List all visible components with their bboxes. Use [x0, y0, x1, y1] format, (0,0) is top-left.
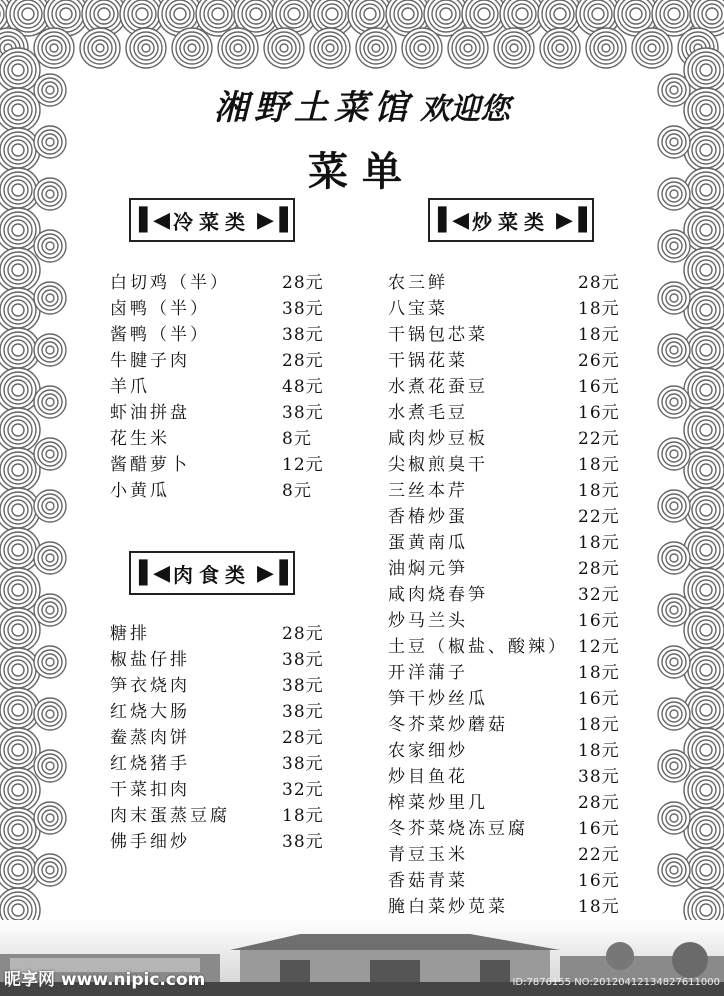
- swirl-ornament: [172, 28, 212, 68]
- dish-name: 干锅包芯菜: [388, 325, 488, 345]
- menu-item: [388, 556, 638, 582]
- swirl-ornament: [658, 646, 690, 678]
- watermark-left: 昵享网 www.nipic.com: [4, 970, 206, 990]
- category-cold-box: [129, 198, 295, 242]
- dish-name: 冬芥菜炒蘑菇: [388, 715, 508, 735]
- welcome-text: 欢迎您: [420, 92, 510, 127]
- swirl-ornament: [448, 28, 488, 68]
- swirl-ornament: [34, 28, 74, 68]
- dish-name: 牛腱子肉: [110, 351, 190, 371]
- dish-price: 16元: [578, 871, 620, 891]
- dish-price: 28元: [578, 273, 620, 293]
- dish-name: 榨菜炒里几: [388, 793, 488, 813]
- dish-price: 16元: [578, 403, 620, 423]
- menu-item: [388, 530, 638, 556]
- dish-price: 28元: [282, 273, 324, 293]
- menu-item: [110, 751, 350, 777]
- menu-item: [388, 738, 638, 764]
- menu-item: [388, 478, 638, 504]
- swirl-ornament: [310, 28, 350, 68]
- menu-item: [388, 608, 638, 634]
- swirl-ornament: [684, 408, 724, 452]
- dish-price: 18元: [578, 325, 620, 345]
- dish-price: 28元: [578, 559, 620, 579]
- menu-item: [388, 348, 638, 374]
- swirl-ornament: [658, 802, 690, 834]
- dish-name: 蛋黄南瓜: [388, 533, 468, 553]
- swirl-ornament: [494, 28, 534, 68]
- dish-price: 38元: [282, 403, 324, 423]
- menu-item: [110, 322, 350, 348]
- menu-item: [388, 400, 638, 426]
- dish-price: 38元: [282, 676, 324, 696]
- menu-item: [388, 270, 638, 296]
- swirl-ornament: [34, 230, 66, 262]
- menu-item: [388, 712, 638, 738]
- menu-item: [110, 829, 350, 855]
- menu-item: [110, 426, 350, 452]
- swirl-ornament: [684, 248, 724, 292]
- swirl-ornament: [218, 28, 258, 68]
- menu-title: 菜单: [308, 148, 416, 195]
- menu-item: [388, 296, 638, 322]
- menu-item: [388, 426, 638, 452]
- swirl-ornament: [658, 230, 690, 262]
- swirl-ornament: [80, 28, 120, 68]
- category-meat-label: 肉食类: [173, 562, 251, 587]
- swirl-ornament: [658, 542, 690, 574]
- dish-name: 小黄瓜: [110, 481, 170, 501]
- swirl-ornament: [34, 386, 66, 418]
- stir-fry-list: [388, 270, 638, 920]
- menu-item: [388, 764, 638, 790]
- category-stir-label: 炒菜类: [472, 209, 550, 234]
- dish-price: 32元: [578, 585, 620, 605]
- swirl-ornament: [658, 594, 690, 626]
- dish-price: 38元: [282, 832, 324, 852]
- dish-price: 12元: [578, 637, 620, 657]
- menu-item: [110, 296, 350, 322]
- dish-name: 水煮毛豆: [388, 403, 468, 423]
- dish-price: 18元: [578, 741, 620, 761]
- swirl-ornament: [658, 438, 690, 470]
- swirl-ornament: [0, 648, 40, 692]
- bracket-left-icon: ▌◀: [438, 207, 466, 233]
- swirl-ornament: [684, 768, 724, 812]
- dish-name: 羊爪: [110, 377, 150, 397]
- swirl-ornament: [34, 802, 66, 834]
- menu-item: [388, 894, 638, 920]
- dish-name: 椒盐仔排: [110, 650, 190, 670]
- dish-price: 26元: [578, 351, 620, 371]
- menu-item: [388, 634, 638, 660]
- swirl-ornament: [632, 28, 672, 68]
- swirl-ornament: [658, 282, 690, 314]
- menu-item: [388, 452, 638, 478]
- menu-item: [388, 868, 638, 894]
- swirl-ornament: [126, 28, 166, 68]
- dish-name: 土豆（椒盐、酸辣）: [388, 637, 568, 657]
- bracket-left-icon: ▌◀: [139, 207, 167, 233]
- menu-item: [388, 686, 638, 712]
- dish-price: 18元: [578, 715, 620, 735]
- dish-name: 卤鸭（半）: [110, 299, 210, 319]
- menu-item: [110, 673, 350, 699]
- dish-price: 32元: [282, 780, 324, 800]
- dish-price: 18元: [578, 299, 620, 319]
- menu-item: [388, 660, 638, 686]
- swirl-ornament: [0, 408, 40, 452]
- swirl-ornament: [658, 698, 690, 730]
- dish-name: 腌白菜炒苋菜: [388, 897, 508, 917]
- dish-name: 农三鲜: [388, 273, 448, 293]
- dish-name: 酱醋萝卜: [110, 455, 190, 475]
- dish-price: 18元: [578, 663, 620, 683]
- dish-price: 28元: [282, 624, 324, 644]
- category-stir-box: [428, 198, 594, 242]
- dish-price: 22元: [578, 845, 620, 865]
- dish-price: 38元: [282, 299, 324, 319]
- dish-name: 酱鸭（半）: [110, 325, 210, 345]
- dish-name: 白切鸡（半）: [110, 273, 230, 293]
- swirl-ornament: [34, 854, 66, 886]
- swirl-ornament: [0, 528, 40, 572]
- dish-price: 38元: [282, 650, 324, 670]
- menu-item: [110, 647, 350, 673]
- menu-item: [110, 699, 350, 725]
- swirl-ornament: [658, 750, 690, 782]
- dish-name: 冬芥菜烧冻豆腐: [388, 819, 528, 839]
- dish-price: 16元: [578, 611, 620, 631]
- swirl-ornament: [34, 490, 66, 522]
- dish-price: 18元: [578, 455, 620, 475]
- dish-name: 三丝本芹: [388, 481, 468, 501]
- dish-name: 八宝菜: [388, 299, 448, 319]
- menu-item: [388, 374, 638, 400]
- dish-name: 咸肉炒豆板: [388, 429, 488, 449]
- dish-price: 38元: [282, 702, 324, 722]
- dish-name: 红烧猪手: [110, 754, 190, 774]
- bracket-right-icon: ▶▐: [257, 560, 285, 586]
- menu-item: [110, 270, 350, 296]
- swirl-ornament: [34, 334, 66, 366]
- dish-name: 炒目鱼花: [388, 767, 468, 787]
- swirl-ornament: [264, 28, 304, 68]
- swirl-ornament: [34, 594, 66, 626]
- menu-item: [110, 348, 350, 374]
- swirl-ornament: [684, 648, 724, 692]
- dish-name: 虾油拼盘: [110, 403, 190, 423]
- dish-name: 水煮花蚕豆: [388, 377, 488, 397]
- category-cold-label: 冷菜类: [173, 209, 251, 234]
- dish-name: 干锅花菜: [388, 351, 468, 371]
- swirl-ornament: [34, 542, 66, 574]
- dish-price: 48元: [282, 377, 324, 397]
- dish-name: 炒马兰头: [388, 611, 468, 631]
- dish-name: 肉末蛋蒸豆腐: [110, 806, 230, 826]
- dish-name: 香菇青菜: [388, 871, 468, 891]
- swirl-ornament: [684, 528, 724, 572]
- dish-name: 干菜扣肉: [110, 780, 190, 800]
- swirl-ornament: [658, 334, 690, 366]
- menu-item: [110, 725, 350, 751]
- dish-price: 8元: [282, 429, 312, 449]
- dish-price: 8元: [282, 481, 312, 501]
- meat-dish-list: [110, 621, 350, 855]
- swirl-ornament: [0, 248, 40, 292]
- dish-name: 花生米: [110, 429, 170, 449]
- menu-item: [388, 582, 638, 608]
- dish-name: 佛手细炒: [110, 832, 190, 852]
- dish-price: 28元: [282, 728, 324, 748]
- dish-name: 笋干炒丝瓜: [388, 689, 488, 709]
- swirl-ornament: [658, 386, 690, 418]
- bracket-right-icon: ▶▐: [257, 207, 285, 233]
- dish-price: 22元: [578, 429, 620, 449]
- swirl-ornament: [34, 438, 66, 470]
- dish-price: 18元: [578, 481, 620, 501]
- menu-item: [110, 777, 350, 803]
- menu-item: [110, 803, 350, 829]
- dish-price: 38元: [282, 325, 324, 345]
- menu-item: [388, 816, 638, 842]
- swirl-ornament: [34, 750, 66, 782]
- menu-item: [388, 842, 638, 868]
- menu-item: [110, 621, 350, 647]
- dish-price: 12元: [282, 455, 324, 475]
- swirl-ornament: [34, 282, 66, 314]
- swirl-ornament: [540, 28, 580, 68]
- dish-name: 农家细炒: [388, 741, 468, 761]
- dish-name: 红烧大肠: [110, 702, 190, 722]
- swirl-ornament: [34, 698, 66, 730]
- dish-price: 18元: [282, 806, 324, 826]
- dish-name: 开洋蒲子: [388, 663, 468, 683]
- dish-price: 16元: [578, 689, 620, 709]
- watermark-right: ID:7876155 NO:20120412134827611000: [512, 977, 720, 988]
- swirl-ornament: [658, 490, 690, 522]
- dish-name: 鲞蒸肉饼: [110, 728, 190, 748]
- dish-price: 18元: [578, 533, 620, 553]
- swirl-ornament: [658, 854, 690, 886]
- dish-price: 38元: [578, 767, 620, 787]
- menu-item: [110, 400, 350, 426]
- cold-dish-list: [110, 270, 350, 504]
- bracket-right-icon: ▶▐: [556, 207, 584, 233]
- swirl-ornament: [356, 28, 396, 68]
- menu-item: [388, 322, 638, 348]
- dish-price: 28元: [282, 351, 324, 371]
- bracket-left-icon: ▌◀: [139, 560, 167, 586]
- swirl-ornament: [34, 646, 66, 678]
- swirl-ornament: [0, 768, 40, 812]
- dish-name: 笋衣烧肉: [110, 676, 190, 696]
- restaurant-name: 湘野土菜馆: [214, 88, 414, 128]
- dish-name: 尖椒煎臭干: [388, 455, 488, 475]
- title-row: [0, 80, 724, 129]
- menu-item: [110, 374, 350, 400]
- dish-name: 油焖元笋: [388, 559, 468, 579]
- menu-item: [388, 504, 638, 530]
- dish-name: 青豆玉米: [388, 845, 468, 865]
- swirl-ornament: [402, 28, 442, 68]
- category-meat-box: [129, 551, 295, 595]
- dish-price: 28元: [578, 793, 620, 813]
- menu-item: [388, 790, 638, 816]
- dish-name: 香椿炒蛋: [388, 507, 468, 527]
- dish-price: 16元: [578, 819, 620, 839]
- dish-name: 糖排: [110, 624, 150, 644]
- dish-name: 咸肉烧春笋: [388, 585, 488, 605]
- swirl-ornament: [586, 28, 626, 68]
- dish-price: 22元: [578, 507, 620, 527]
- dish-price: 38元: [282, 754, 324, 774]
- dish-price: 16元: [578, 377, 620, 397]
- menu-item: [110, 478, 350, 504]
- menu-item: [110, 452, 350, 478]
- dish-price: 18元: [578, 897, 620, 917]
